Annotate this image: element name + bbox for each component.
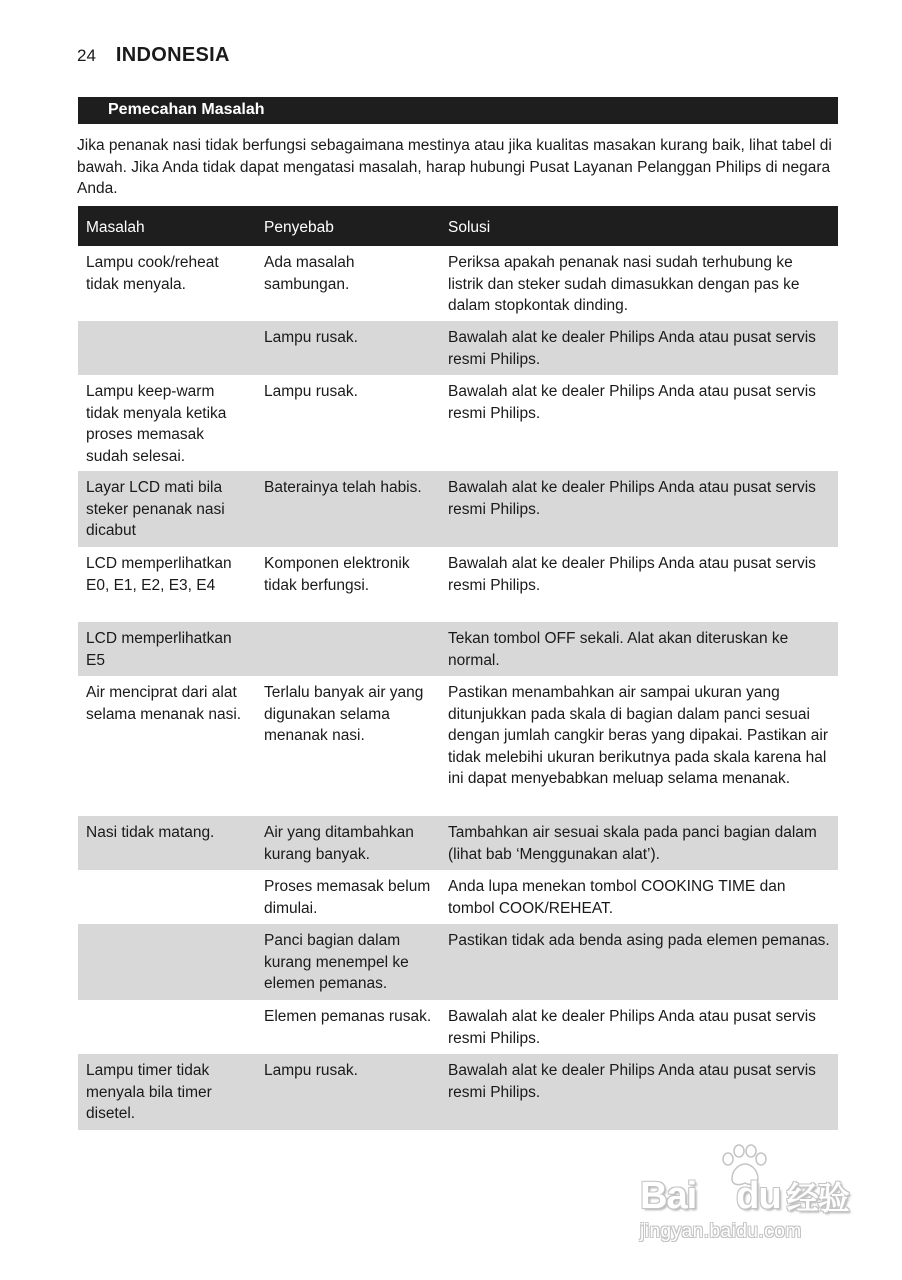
cell-cause: Proses memasak belum dimulai. [264, 878, 431, 917]
table-row [78, 1054, 838, 1130]
cell-problem: Lampu keep-warm tidak menyala ketika proses memasak sudah selesai. [86, 383, 227, 465]
cell-problem: Air menciprat dari alat selama menanak nasi. [86, 684, 242, 723]
table-row [78, 676, 838, 816]
cell-problem: LCD memperlihatkan E0, E1, E2, E3, E4 [86, 555, 232, 594]
table-row [78, 471, 838, 547]
table-row [78, 924, 838, 1000]
language-heading: INDONESIA [115, 44, 230, 66]
table-row [78, 622, 838, 676]
table-row [78, 870, 838, 924]
intro-paragraph: Jika penanak nasi tidak berfungsi sebagaimana mestinya atau jika kualitas masakan kurang baik, lihat tabel di bawah. Jika Anda tidak dapat mengatasi masalah, harap hubungi Pusat Layanan Pelanggan Philips di negara Anda. [77, 137, 832, 197]
cell-cause: Baterainya telah habis. [264, 479, 422, 496]
cell-problem: Layar LCD mati bila steker penanak nasi dicabut [86, 479, 225, 539]
baidu-watermark [640, 1143, 855, 1243]
cell-problem: Lampu cook/reheat tidak menyala. [86, 254, 219, 293]
cell-problem [78, 870, 256, 924]
cell-solution: Periksa apakah penanak nasi sudah terhubung ke listrik dan steker sudah dimasukkan dengan pas ke dalam stopkontak dinding. [448, 254, 800, 314]
cell-solution: Bawalah alat ke dealer Philips Anda atau pusat servis resmi Philips. [448, 329, 816, 368]
cell-cause: Air yang ditambahkan kurang banyak. [264, 824, 414, 863]
header-solution: Solusi [448, 219, 491, 236]
cell-problem [78, 1000, 256, 1054]
cell-cause [256, 622, 440, 676]
cell-solution: Bawalah alat ke dealer Philips Anda atau pusat servis resmi Philips. [448, 555, 816, 594]
baidu-logo [640, 1173, 849, 1219]
cell-problem [78, 321, 256, 375]
baidu-logo-left: Bai [640, 1174, 697, 1217]
cell-solution: Tekan tombol OFF sekali. Alat akan diteruskan ke normal. [448, 630, 789, 669]
cell-cause: Lampu rusak. [264, 383, 358, 400]
table-row [78, 375, 838, 471]
cell-problem: Lampu timer tidak menyala bila timer disetel. [86, 1062, 212, 1122]
cell-cause: Ada masalah sambungan. [264, 254, 355, 293]
cell-cause: Terlalu banyak air yang digunakan selama menanak nasi. [264, 684, 424, 744]
section-title: Pemecahan Masalah [108, 101, 265, 118]
baidu-logo-cn: 经验 [786, 1180, 849, 1216]
page-header [77, 44, 230, 67]
cell-solution: Tambahkan air sesuai skala pada panci bagian dalam (lihat bab ‘Menggunakan alat’). [448, 824, 817, 863]
cell-solution: Bawalah alat ke dealer Philips Anda atau pusat servis resmi Philips. [448, 479, 816, 518]
table-row [78, 1000, 838, 1054]
cell-cause: Panci bagian dalam kurang menempel ke elemen pemanas. [264, 932, 409, 992]
cell-cause: Lampu rusak. [264, 329, 358, 346]
page-number: 24 [77, 46, 96, 65]
table-row [78, 321, 838, 375]
cell-solution: Bawalah alat ke dealer Philips Anda atau pusat servis resmi Philips. [448, 383, 816, 422]
section-title-bar [78, 97, 838, 124]
table-header [78, 206, 838, 246]
cell-solution: Bawalah alat ke dealer Philips Anda atau pusat servis resmi Philips. [448, 1062, 816, 1101]
watermark-url: jingyan.baidu.com [640, 1221, 802, 1242]
header-cause: Penyebab [264, 219, 334, 236]
cell-solution: Pastikan menambahkan air sampai ukuran yang ditunjukkan pada skala di bagian dalam panci sesuai dengan jumlah cangkir beras yang dipakai. Pastikan air tidak melebihi ukuran berikutnya pada skala karena hal ini dapat menyebabkan meluap selama menanak. [448, 684, 828, 787]
cell-cause: Lampu rusak. [264, 1062, 358, 1079]
cell-solution: Pastikan tidak ada benda asing pada elemen pemanas. [448, 932, 830, 949]
cell-problem [78, 924, 256, 1000]
table-row [78, 816, 838, 870]
cell-problem: Nasi tidak matang. [86, 824, 215, 841]
cell-problem: LCD memperlihatkan E5 [86, 630, 232, 669]
header-problem: Masalah [86, 219, 145, 236]
cell-solution: Bawalah alat ke dealer Philips Anda atau pusat servis resmi Philips. [448, 1008, 816, 1047]
cell-solution: Anda lupa menekan tombol COOKING TIME dan tombol COOK/REHEAT. [448, 878, 786, 917]
troubleshooting-table [78, 206, 838, 1130]
baidu-logo-right: du [736, 1174, 781, 1217]
table-row [78, 246, 838, 321]
cell-cause: Elemen pemanas rusak. [264, 1008, 432, 1025]
table-row [78, 547, 838, 622]
cell-cause: Komponen elektronik tidak berfungsi. [264, 555, 410, 594]
